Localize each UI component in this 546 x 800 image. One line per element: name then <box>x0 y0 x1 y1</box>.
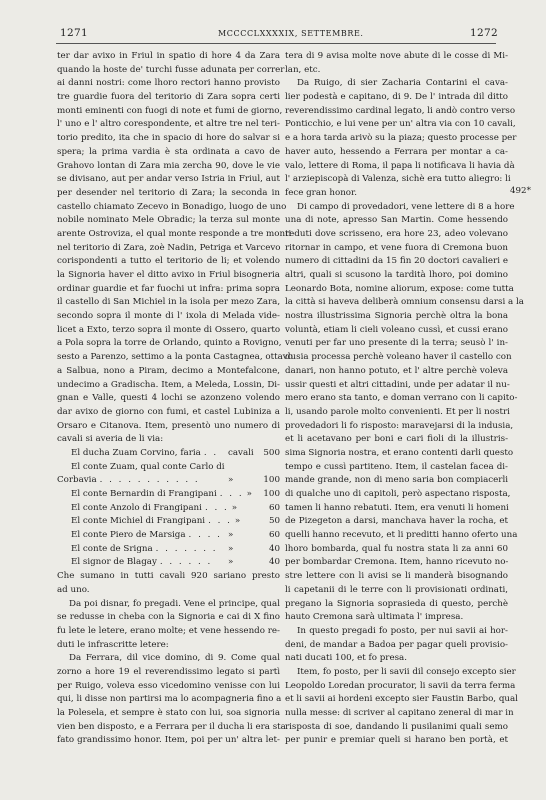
text-line: valo, lettere di Roma, il papa li notificava li havia dà <box>285 160 515 171</box>
text-line: l' uno e l' altro corespondente, et altre tre nel teri- <box>57 119 280 130</box>
text-line: lan, etc. <box>285 64 321 75</box>
text-line: quelli hanno recevuto, et li preditti hanno oferto una <box>285 530 518 541</box>
leader-dots: . . . . <box>188 530 222 541</box>
text-line: quando la hoste de' turchi fusse adunata per correr <box>57 64 285 75</box>
text-line: de Pizegeton a darsi, manchava haver la rocha, et <box>285 516 508 527</box>
cavalry-count <box>259 461 280 475</box>
text-line: Da Ferrara, dil vice domino, di 9. Come qual <box>69 653 280 664</box>
text-line: Che sumano in tutti cavali 920 sariano presto <box>57 571 280 582</box>
text-line: castello chiamato Zecevo in Bonadigo, luogo de uno <box>57 201 287 212</box>
text-line: Da Ruigo, di sier Zacharia Contarini el cava- <box>297 78 508 89</box>
cavalry-name: El conte Michiel di Frangipani <box>71 516 206 527</box>
leader-dots: . . . <box>204 502 229 513</box>
cavalry-row <box>57 474 280 488</box>
text-line: fu lete le letere, erano molte; et vene hessendo re- <box>57 625 280 636</box>
text-line: et li savii ai hordeni excepto sier Faustin Barbo, qual <box>285 694 518 705</box>
margin-note: 492* <box>510 186 531 196</box>
text-line: se divisano, aut per andar verso Istria in Friul, aut <box>57 174 280 185</box>
cavalry-row <box>57 543 280 557</box>
right-page-number: 1272 <box>470 27 498 39</box>
text-line: ritornar in campo, et vene fuora di Cremona buon <box>285 242 508 253</box>
cavalry-name: El ducha Zuam Corvino, faria <box>71 447 201 458</box>
text-line: risposta di soe, dandando li pusilanimi quali semo <box>285 721 508 732</box>
leader-dots: . . . <box>208 516 232 527</box>
text-line: a Pola sopra la torre de Orlando, quinto a Rovigno, <box>57 338 282 349</box>
text-line: ordinar guardie et far fuochi ut infra: prima sopra <box>57 283 280 294</box>
text-line: undecimo a Gradischa. Item, a Meleda, Lossin, Di- <box>57 379 280 390</box>
cavalry-count: 500 <box>263 447 280 458</box>
text-line: altri, quali si scusono la tardità lhoro, poi domino <box>285 270 508 280</box>
cavalry-row <box>57 529 280 543</box>
text-line: per punir e premiar queli si harano ben portà, et <box>285 735 508 746</box>
text-line: sesto a Parenzo, settimo a la ponta Castagnea, ottavo <box>57 352 293 363</box>
cavalry-count: 60 <box>268 502 280 513</box>
cavalry-unit: » <box>231 502 238 513</box>
text-line: numero di cittadini da 15 fin 20 doctori cavalieri e <box>285 256 508 267</box>
text-line: per bombardar Cremona. Item, hanno ricevuto no- <box>285 557 509 568</box>
text-line: nulla messe: di scriver al capitano zeneral di mar in <box>285 708 514 718</box>
cavalry-row <box>57 502 280 516</box>
cavalry-name: El conte Piero de Marsiga <box>71 530 186 541</box>
text-line: fato grandissimo honor. Item, poi per un' altra let- <box>57 735 280 746</box>
text-line: l' arziepiscopà di Valenza, sichè era tutto aliegro: li <box>285 174 511 185</box>
leader-dots: . . <box>203 447 219 458</box>
text-line: a Salbua, nono a Piram, decimo a Montefalcone, <box>57 365 280 376</box>
leader-dots: . . . . . . . . . . . <box>99 475 200 486</box>
text-line: tamen li hanno rebatuti. Item, era venuti li homeni <box>285 502 509 513</box>
text-line: ad uno. <box>57 584 90 595</box>
text-line: gnan e Valle, questi 4 lochi se azonzeno volendo <box>57 393 280 404</box>
cavalry-row <box>57 556 280 570</box>
leader-dots: . . . . . . <box>159 557 213 568</box>
left-page-number: 1271 <box>60 27 88 39</box>
text-line: di qualche uno di capitoli, però aspectano risposta, <box>285 489 511 499</box>
cavalry-count: 100 <box>263 489 280 499</box>
text-line: cavali si averia de li via: <box>57 434 164 445</box>
text-line: hauto Cremona sarà ultimata l' impresa. <box>285 612 464 623</box>
left-column <box>57 50 293 748</box>
text-line: la Polesela, et sempre è stato con lui, soa signoria <box>57 708 280 718</box>
text-line: Di campo di provedadori, vene lettere di 8 a hore <box>297 201 515 212</box>
cavalry-unit: » <box>228 557 234 568</box>
text-line: reverendissimo cardinal legato, li andò contro verso <box>285 105 516 116</box>
text-line: nati ducati 100, et fo presa. <box>285 653 407 664</box>
text-line: tempo e cussì partiteno. Item, il castelan facea di- <box>285 461 508 472</box>
cavalry-name: El conte Anzolo di Frangipani <box>71 502 202 513</box>
text-line: li capetanii di le terre con li provisionati ordinati, <box>285 584 508 595</box>
text-line: dusia processa perchè voleano haver il castello con <box>285 352 512 363</box>
cavalry-row <box>57 488 280 502</box>
running-header: MCCCCLXXXXIX, SETTEMBRE. <box>218 29 364 38</box>
text-line: deni, de mandar a Badoa per pagar queli provisio- <box>285 639 508 650</box>
cavalry-row <box>57 447 280 461</box>
cavalry-count: 60 <box>268 530 280 541</box>
cavalry-name: Corbavia <box>57 475 97 486</box>
text-line: ussir questi et altri cittadini, unde per adatar il nu- <box>285 379 510 390</box>
text-line: tre guardie fuora del teritorio di Zara sopra certi <box>57 92 280 103</box>
text-line: mande grande, non di meno saria bon compiacerli <box>285 475 508 486</box>
text-line: stre lettere con li avisi se li manderà bisognando <box>285 571 508 582</box>
text-line: nobile nominato Mele Obradic; la terza sul monte <box>57 215 280 226</box>
text-line: per Ruigo, voleva esso vicedomino venisse con lui <box>57 680 280 691</box>
text-line: Leopoldo Loredan procurator, li savii da terra ferma <box>285 680 516 691</box>
text-line: reduti dove scrisseno, era hore 23, adeo volevano <box>285 228 508 239</box>
cavalry-row <box>57 515 280 529</box>
text-line: il castello di San Michiel in la isola per mezo Zara, <box>57 297 281 308</box>
text-line: In questo pregadi fo posto, per nui savii ai hor- <box>297 625 508 636</box>
cavalry-count: 40 <box>268 557 280 568</box>
cavalry-unit: » <box>228 543 234 554</box>
text-line: lhoro bombarda, qual fu nostra stata li za anni 60 <box>285 543 508 554</box>
text-line: dar avixo de giorno con fumi, et castel Lubiniza a <box>57 406 280 417</box>
cavalry-unit: cavali <box>228 447 254 458</box>
text-line: arente Ostroviza, el qual monte responde a tre monti <box>57 228 292 239</box>
text-line: haver auto, hessendo a Ferrara per montar a ca- <box>285 146 508 157</box>
text-line: fece gran honor. <box>285 187 357 198</box>
cavalry-unit: » <box>228 475 234 486</box>
text-line: corispondenti a tutto el teritorio de li; et volendo <box>57 256 280 267</box>
text-line: et li acetavano per boni e cari fioli di la illustris- <box>285 434 508 445</box>
cavalry-unit: » <box>246 489 252 499</box>
text-line: Leonardo Bota, nomine aliorum, expose: come tutta <box>285 283 514 294</box>
cavalry-row <box>57 461 280 475</box>
leader-dots: . . . <box>219 489 244 499</box>
cavalry-unit: » <box>234 516 241 527</box>
text-line: Item, fo posto, per li savii dil consejo excepto sier <box>297 666 516 677</box>
header-rule <box>56 43 496 44</box>
cavalry-unit <box>231 461 260 475</box>
text-line: la Signoria haver el ditto avixo in Friul bisogneria <box>57 270 280 280</box>
text-line: tera di 9 avisa molte nove abute di le cosse di Mi- <box>285 51 508 61</box>
cavalry-unit: » <box>228 530 234 541</box>
text-line: sima Signoria nostra, et erano contenti darli questo <box>285 447 514 458</box>
text-line: qui, li disse non partirsi ma lo acompagneria fino a <box>57 694 282 705</box>
cavalry-count: 50 <box>268 516 280 527</box>
text-line: e a hora tarda arivò su la piaza; questo processe per <box>285 133 517 144</box>
text-line: la città si haveva deliberà omnium consensu darsi a la <box>285 297 524 308</box>
text-line: vien ben disposto, e a Ferrara per il ducha li era sta <box>57 721 286 732</box>
text-line: Orsaro e Citanova. Item, presentò uno numero di <box>57 420 280 431</box>
text-line: provedadori li fo risposto: maravejarsi di la indusia, <box>285 420 514 431</box>
text-line: se redusse in cheba con la Signoria e cai di X fino <box>57 612 280 623</box>
text-line: pregano la Signoria soprasieda di questo, perchè <box>285 598 508 609</box>
text-line: Da poi disnar, fo pregadi. Vene el principe, qual <box>69 598 280 609</box>
cavalry-name: El conte Zuam, qual conte Carlo di <box>71 461 225 472</box>
cavalry-name: El signor de Blagay <box>71 557 157 568</box>
text-line: per desender nel teritorio di Zara; la seconda in <box>57 187 280 198</box>
cavalry-name: El conte de Srigna <box>71 543 153 554</box>
text-line: ter dar avixo in Friul in spatio di hore 4 da Zara <box>57 51 280 61</box>
text-line: zorno a hore 19 el reverendissimo legato si partì <box>57 666 280 677</box>
leader-dots: . . . . . . . <box>155 543 218 554</box>
text-line: monti eminenti con fuogi di note et fumi de giorno, <box>57 105 283 116</box>
text-line: nel teritorio di Zara, zoè Nadin, Petriga et Varcevo <box>57 242 281 253</box>
text-line: li, usando parole molto convenienti. Et per li nostri <box>285 406 510 417</box>
text-line: torio predito, ita che in spacio di hore do salvar si <box>57 133 280 144</box>
text-line: danari, non hanno potuto, et l' altre perchè voleva <box>285 365 508 376</box>
text-line: spera; la prima vardia è sta ordinata a cavo de <box>57 146 280 157</box>
text-line: lier podestà e capitano, di 9. De l' intrada dil ditto <box>285 92 508 103</box>
text-line: nostra illustrissima Signoria perchè oltra la bona <box>285 311 508 322</box>
text-line: venuti per far uno presente di la terra; seusò l' in- <box>285 338 508 349</box>
cavalry-name: El conte Bernardin di Frangipani <box>71 489 217 499</box>
text-line: duti le infrascritte letere: <box>57 639 169 650</box>
text-line: ai danni nostri: come lhoro rectori hanno provisto <box>57 78 280 89</box>
text-line: secondo sopra il monte di l' ixola di Melada vide- <box>57 311 280 322</box>
text-line: Ponticchio, e lui vene per un' altra via con 10 cavali, <box>285 119 516 130</box>
text-line: una di note, apresso San Martin. Come hessendo <box>285 215 508 226</box>
cavalry-count: 40 <box>268 543 280 554</box>
text-line: Grahovo lontan di Zara mia zercha 90, dove le vie <box>57 160 280 171</box>
text-line: voluntà, etiam li cieli voleano cussì, et cussi erano <box>285 324 508 335</box>
text-line: mero erano sta tanto, e doman verrano con li capito- <box>285 393 518 404</box>
cavalry-count: 100 <box>263 475 280 486</box>
text-line: licet a Exto, terzo sopra il monte di Ossero, quarto <box>57 324 281 335</box>
